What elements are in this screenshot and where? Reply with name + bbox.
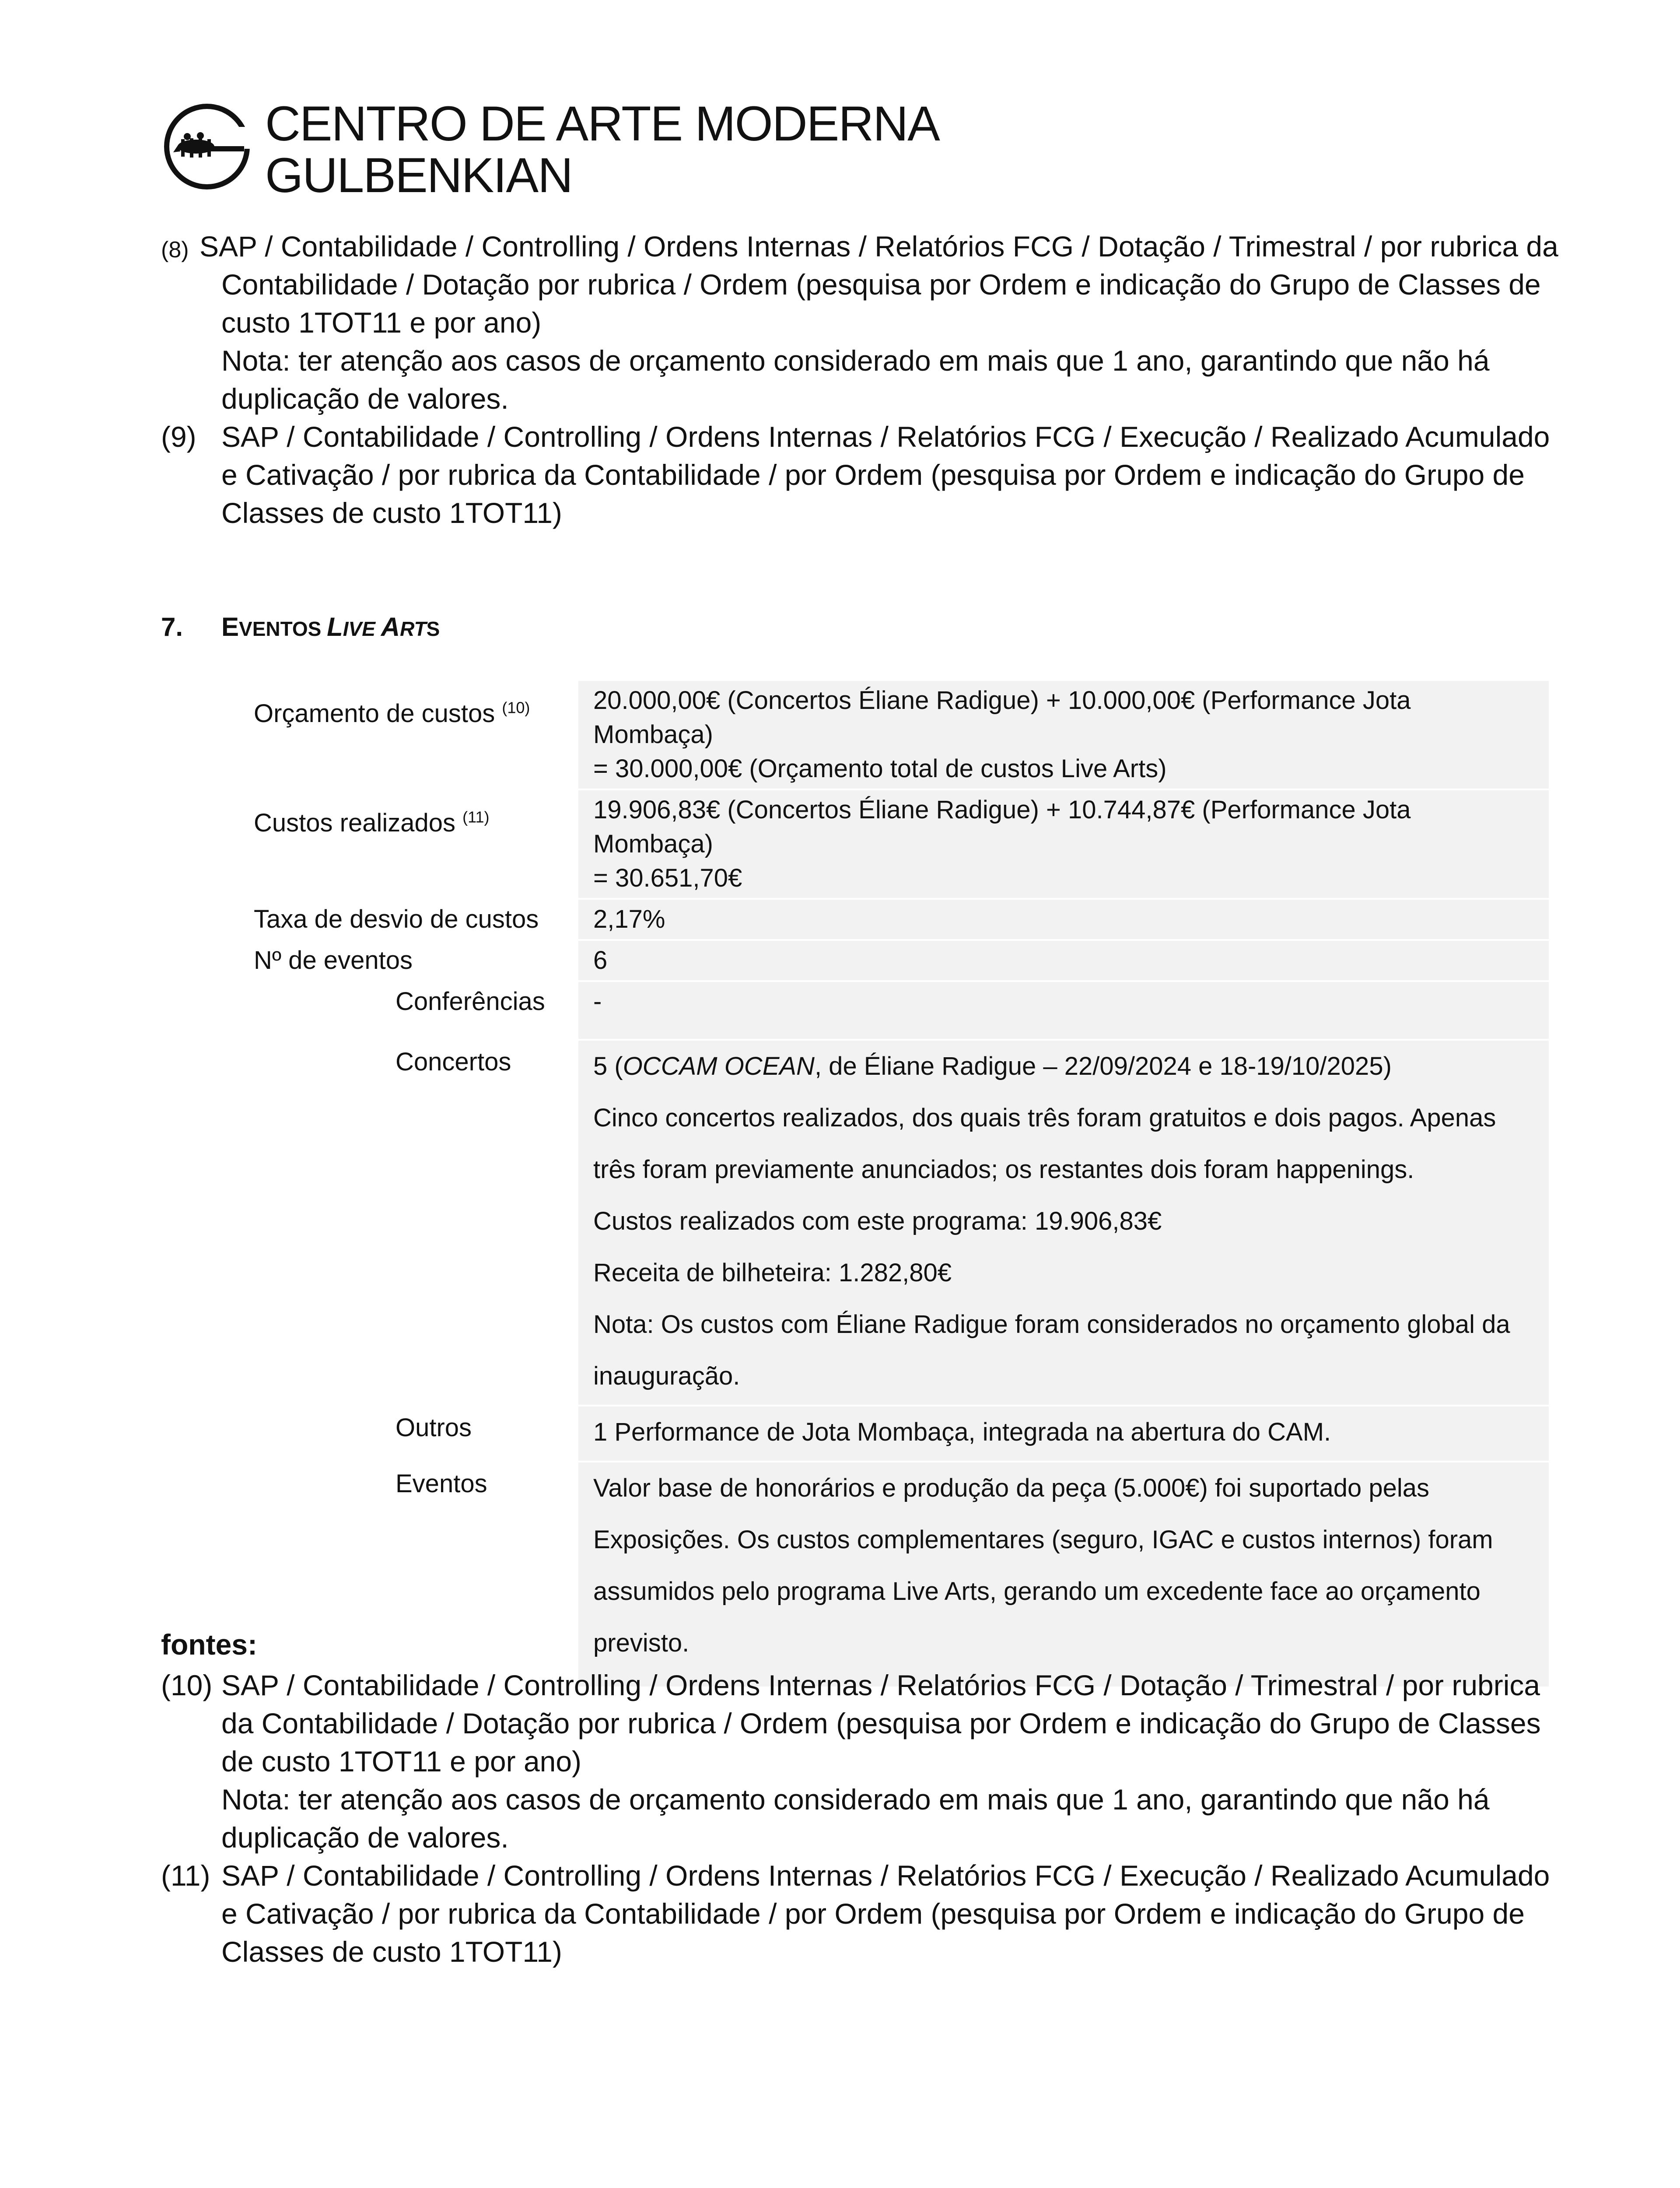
header	[161, 95, 948, 203]
table-row	[254, 1406, 1549, 1462]
logo-wordmark	[265, 98, 939, 201]
row-value: 6	[578, 941, 1549, 982]
row-value: 5 (OCCAM OCEAN, de Éliane Radigue – 22/09/2024 e 18-19/10/2025) Cinco concertos realizados, dos quais três foram gratuitos e dois pagos. Apenas três foram previamente anunciados; os restantes dois foram happenings. Custos realizados com este programa: 19.906,83€ Receita de bilheteira: 1.282,80€ Nota: Os custos com Éliane Radigue foram considerados no orçamento global da inauguração.	[578, 1041, 1549, 1406]
table-row	[254, 900, 1549, 941]
logo-line-2: GULBENKIAN	[265, 148, 572, 203]
reference-9	[161, 418, 1561, 532]
top-references	[161, 228, 1561, 532]
reference-text: SAP / Contabilidade / Controlling / Ordens Internas / Relatórios FCG / Dotação / Trimestral / por rubrica da Contabilidade / Dotação por rubrica / Ordem (pesquisa por Ordem e indicação do Grupo de Classes de custo 1TOT11 e por ano)	[200, 230, 1558, 339]
row-label: Eventos	[396, 1469, 487, 1498]
reference-11	[161, 1857, 1561, 1971]
live-arts-table	[254, 681, 1549, 1688]
reference-note: Nota: ter atenção aos casos de orçamento considerado em mais que 1 ano, garantindo que não há duplicação de valores.	[221, 344, 1490, 415]
reference-number: (9)	[161, 421, 196, 453]
table-row	[254, 941, 1549, 982]
row-label: Orçamento de custos $^{(10)}$	[254, 698, 530, 728]
table-row	[254, 982, 1549, 1041]
sources-references	[161, 1666, 1561, 1971]
reference-text: SAP / Contabilidade / Controlling / Ordens Internas / Relatórios FCG / Dotação / Trimestral / por rubrica da Contabilidade / Dotação por rubrica / Ordem (pesquisa por Ordem e indicação do Grupo de Classes de custo 1TOT11 e por ano)	[221, 1669, 1541, 1778]
row-value: Valor base de honorários e produção da peça (5.000€) foi suportado pelas Exposições. Os custos complementares (seguro, IGAC e custos internos) foram assumidos pelo programa Live Arts, gerando um excedente face ao orçamento previsto.	[578, 1462, 1549, 1688]
reference-number: (10)	[161, 1669, 213, 1701]
table-row	[254, 1462, 1549, 1688]
row-value: -	[578, 982, 1549, 1041]
row-label: Conferências	[396, 987, 545, 1016]
row-label: Outros	[396, 1413, 472, 1442]
row-label: Concertos	[396, 1048, 511, 1076]
reference-10	[161, 1666, 1561, 1857]
reference-note: Nota: ter atenção aos casos de orçamento considerado em mais que 1 ano, garantindo que não há duplicação de valores.	[221, 1783, 1490, 1854]
logo-line-1: CENTRO DE ARTE MODERNA	[265, 96, 939, 151]
row-label: Nº de eventos	[254, 946, 413, 975]
reference-number: (11)	[161, 1859, 210, 1892]
reference-8	[161, 228, 1561, 418]
sources-title: fontes:	[161, 1628, 257, 1661]
row-value: 2,17%	[578, 900, 1549, 941]
table-row	[254, 790, 1549, 900]
table-row	[254, 681, 1549, 790]
reference-number: (8)	[161, 237, 189, 263]
row-label: Custos realizados $^{(11)}$	[254, 808, 490, 837]
row-value: 20.000,00€ (Concertos Éliane Radigue) + 10.000,00€ (Performance Jota Mombaça) = 30.000,00€ (Orçamento total de custos Live Arts)	[578, 681, 1549, 790]
section-heading: 7. EVENTOS LIVE ARTS	[161, 612, 440, 642]
reference-text: SAP / Contabilidade / Controlling / Ordens Internas / Relatórios FCG / Execução / Realizado Acumulado e Cativação / por rubrica da Contabilidade / por Ordem (pesquisa por Ordem e indicação do Grupo de Classes de custo 1TOT11)	[221, 1859, 1550, 1968]
gulbenkian-logo-icon	[161, 101, 253, 193]
section-number: 7.	[161, 612, 183, 642]
reference-text: SAP / Contabilidade / Controlling / Ordens Internas / Relatórios FCG / Execução / Realizado Acumulado e Cativação / por rubrica da Contabilidade / por Ordem (pesquisa por Ordem e indicação do Grupo de Classes de custo 1TOT11)	[221, 421, 1550, 529]
row-value: 19.906,83€ (Concertos Éliane Radigue) + 10.744,87€ (Performance Jota Mombaça) = 30.651,70€	[578, 790, 1549, 900]
row-label: Taxa de desvio de custos	[254, 905, 539, 933]
table-row	[254, 1041, 1549, 1406]
row-value: 1 Performance de Jota Mombaça, integrada na abertura do CAM.	[578, 1406, 1549, 1462]
